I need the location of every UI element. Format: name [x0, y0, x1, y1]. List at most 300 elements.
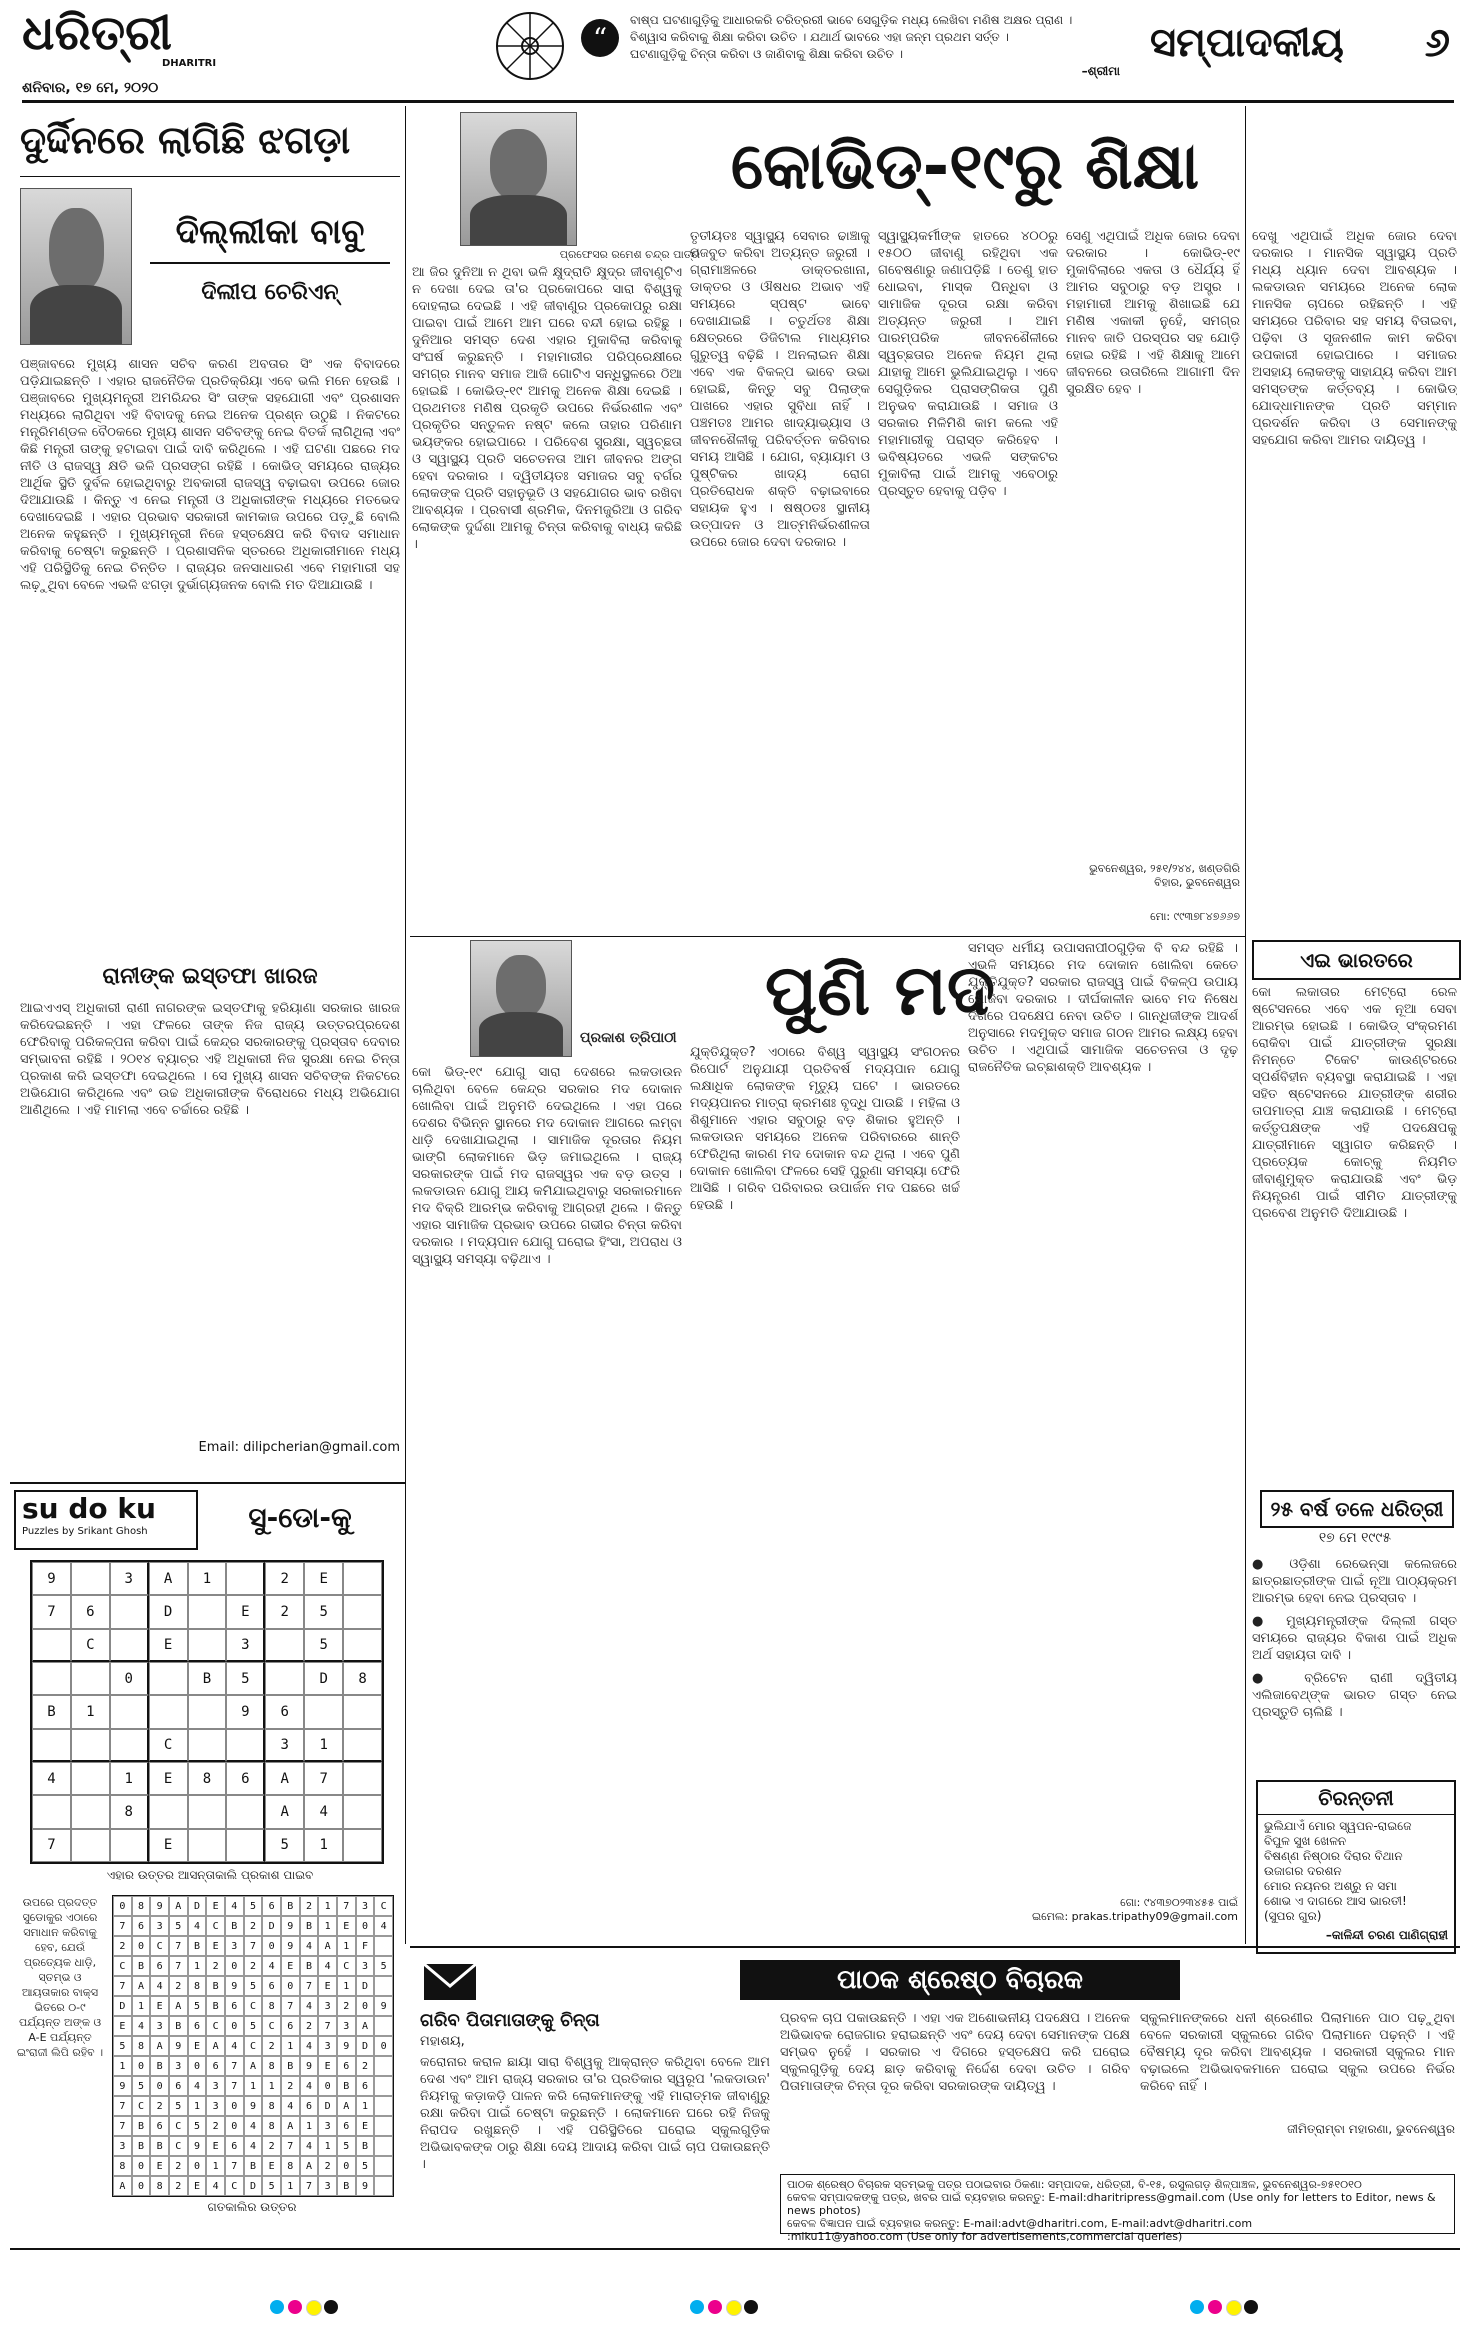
second-sign-addr: ଗୋ: ୯୪୩୭୦୨୩୪୫୫ ପାଇଁ [1120, 1896, 1238, 1909]
author-photo-ramesh [460, 112, 577, 246]
answer-cell: 8 [188, 1976, 207, 1996]
answer-cell: 4 [300, 1936, 319, 1956]
answer-cell: 0 [132, 1936, 151, 1956]
reg-magenta-3 [1208, 2300, 1222, 2314]
answer-cell: 2 [206, 1956, 225, 1976]
answer-cell: B [225, 1916, 244, 1936]
sudoku-cell[interactable]: A [149, 1562, 188, 1595]
answer-cell: 6 [206, 2056, 225, 2076]
answer-cell: C [262, 2016, 281, 2036]
answer-cell: 9 [337, 2036, 356, 2056]
answer-cell: 7 [300, 2176, 319, 2196]
sudoku-cell[interactable] [265, 1662, 304, 1695]
sudoku-cell[interactable]: 7 [304, 1762, 343, 1795]
sudoku-cell[interactable] [265, 1629, 304, 1662]
sudoku-cell[interactable] [149, 1695, 188, 1728]
sudoku-cell[interactable]: E [226, 1595, 265, 1628]
answer-cell: 0 [262, 1936, 281, 1956]
sudoku-cell[interactable]: 5 [265, 1829, 304, 1862]
sudoku-cell[interactable] [71, 1729, 110, 1762]
second-headline: ପୁଣି ମଦ [764, 949, 996, 1031]
left-body: ପଞ୍ଜାବରେ ମୁଖ୍ୟ ଶାସନ ସଚିବ କରଣ ଅବତାର ସିଂ ଏକ ବିବାଦରେ ପଡ଼ିଯାଇଛନ୍ତି । ଏହାର ରାଜନୈତିକ ପ୍ରତିକ୍ରିୟା ଏବେ ଭଲି ମନେ ହେଉଛି । ପଞ୍ଜାବରେ ମୁଖ୍ୟମନ୍ତ୍ରୀ ଅମରିନ୍ଦର ସିଂ ତାଙ୍କ ସହଯୋଗୀ ଏବଂ ପ୍ରଶାସନ ମଧ୍ୟରେ ଲାଗିଥିବା ଏହି ବିବାଦକୁ ନେଇ ଅନେକ ପ୍ରଶ୍ନ ଉଠୁଛି । ନିକଟରେ ମନ୍ତ୍ରିମଣ୍ଡଳ ବୈଠକରେ ମୁଖ୍ୟ ଶାସନ ସଚିବଙ୍କୁ ନେଇ ବିତର୍କ ଲାଗିଥିଲା ଏବଂ କିଛି ମନ୍ତ୍ରୀ ତାଙ୍କୁ ହଟାଇବା ପାଇଁ ଦାବି କରିଥିଲେ । ଏହି ଘଟଣା ପଛରେ ମଦ ନୀତି ଓ ରାଜସ୍ୱ କ୍ଷତି ଭଳି ପ୍ରସଙ୍ଗ ରହିଛି । କୋଭିଡ୍ ସମୟରେ ରାଜ୍ୟର ଆର୍ଥିକ ସ୍ଥିତି ଦୁର୍ବଳ ହୋଇଥିବାରୁ ଅବକାରୀ ରାଜସ୍ୱ ବଢ଼ାଇବା ଉପରେ ଜୋର ଦିଆଯାଉଛି । କିନ୍ତୁ ଏ ନେଇ ମନ୍ତ୍ରୀ ଓ ଅଧିକାରୀଙ୍କ ମଧ୍ୟରେ ମତଭେଦ ଦେଖାଦେଇଛି । ଏହାର ପ୍ରଭାବ ସରକାରୀ କାମକାଜ ଉପରେ ପଡ଼ୁଛି ବୋଲି ଅନେକ କହୁଛନ୍ତି । ମୁଖ୍ୟମନ୍ତ୍ରୀ ନିଜେ ହସ୍ତକ୍ଷେପ କରି ବିବାଦ ସମାଧାନ କରିବାକୁ ଚେଷ୍ଟା କରୁଛନ୍ତି । ପ୍ରଶାସନିକ ସ୍ତରରେ ଅଧିକାରୀମାନେ ମଧ୍ୟ ଏହି ପରିସ୍ଥିତିକୁ ନେଇ ଚିନ୍ତିତ । ରାଜ୍ୟର ଜନସାଧାରଣ ଏବେ ମହାମାରୀ ସହ ଲଢ଼ୁଥିବା ବେଳେ ଏଭଳି ଝଗଡ଼ା ଦୁର୍ଭାଗ୍ୟଜନକ ବୋଲି ମତ ଦିଆଯାଉଛି । [20, 357, 400, 593]
sudoku-cell[interactable]: 6 [226, 1762, 265, 1795]
sudoku-cell[interactable] [71, 1762, 110, 1795]
column-name-rule [150, 262, 390, 264]
sudoku-brand-text: su do ku [22, 1492, 156, 1525]
answer-cell: A [300, 2156, 319, 2176]
answer-cell: B [188, 1936, 207, 1956]
sudoku-cell[interactable]: 3 [226, 1629, 265, 1662]
masthead-quote [630, 12, 1120, 80]
answer-cell: C [244, 2036, 263, 2056]
reg-cyan-2 [690, 2300, 704, 2314]
sudoku-cell[interactable]: B [32, 1695, 71, 1728]
author-photo-dilip [20, 188, 132, 345]
answer-cell: 9 [150, 1896, 169, 1916]
answer-cell: 4 [244, 2136, 263, 2156]
letters-top-rule [410, 1946, 1460, 1948]
sudoku-cell[interactable]: 6 [71, 1595, 110, 1628]
sudoku-cell[interactable]: 8 [188, 1762, 227, 1795]
sudoku-cell[interactable]: 1 [71, 1695, 110, 1728]
answer-cell: A [244, 2056, 263, 2076]
main-headline: କୋଭିଡ୍-୧୯ରୁ ଶିକ୍ଷା [730, 130, 1200, 204]
sudoku-cell[interactable] [226, 1729, 265, 1762]
answer-cell [374, 1976, 393, 1996]
left-email: Email: dilipcherian@gmail.com [198, 1440, 400, 1455]
reg-black-1 [324, 2300, 338, 2314]
answer-cell: 3 [318, 2036, 337, 2056]
answer-cell: 0 [225, 2096, 244, 2116]
divider-right [1245, 106, 1246, 1944]
sudoku-cell[interactable]: 1 [188, 1562, 227, 1595]
sudoku-cell[interactable] [32, 1795, 71, 1828]
masthead-logo-sub: DHARITRI [162, 58, 217, 69]
sudoku-cell[interactable]: C [71, 1629, 110, 1662]
sudoku-cell[interactable]: 9 [32, 1562, 71, 1595]
sudoku-cell[interactable] [71, 1795, 110, 1828]
sudoku-cell[interactable] [71, 1662, 110, 1695]
poem-line: ଉଜାଗର ଦରଶନ [1264, 1864, 1342, 1878]
sudoku-cell[interactable] [304, 1695, 343, 1728]
answer-cell: 9 [225, 1976, 244, 1996]
answer-cell: 3 [150, 2016, 169, 2036]
contact-line4: :miku11@yahoo.com (Use only for advertisements,commercial queries) [787, 2230, 1183, 2243]
answer-cell: 4 [262, 1956, 281, 1976]
answer-cell: 2 [281, 2076, 300, 2096]
poem-line: (ସୁପର ଗୁର) [1264, 1909, 1322, 1923]
answer-cell: 6 [150, 1956, 169, 1976]
author-photo-prakash [470, 940, 572, 1057]
reg-yellow-3 [1226, 2300, 1242, 2316]
answer-cell: E [356, 2116, 375, 2136]
sudoku-cell[interactable] [110, 1695, 149, 1728]
answer-cell: B [132, 2116, 151, 2136]
answer-cell: 0 [225, 2016, 244, 2036]
answer-cell: 2 [169, 1976, 188, 1996]
answer-cell: 6 [262, 1976, 281, 1996]
answer-cell: E [318, 1976, 337, 1996]
sudoku-cell[interactable] [343, 1562, 382, 1595]
sudoku-cell[interactable] [32, 1629, 71, 1662]
sudoku-cell[interactable] [188, 1829, 227, 1862]
answer-cell: B [281, 2056, 300, 2076]
sudoku-cell[interactable] [343, 1595, 382, 1628]
answer-cell: 3 [206, 2076, 225, 2096]
sudoku-cell[interactable]: A [265, 1795, 304, 1828]
sudoku-cell[interactable]: 4 [304, 1795, 343, 1828]
sudoku-cell[interactable]: 6 [265, 1695, 304, 1728]
answer-cell: 0 [356, 1916, 375, 1936]
sudoku-cell[interactable]: 8 [343, 1662, 382, 1695]
answer-cell: 7 [337, 1896, 356, 1916]
reg-yellow-2 [726, 2300, 742, 2316]
sudoku-cell[interactable] [110, 1829, 149, 1862]
sudoku-cell[interactable] [188, 1795, 227, 1828]
sudoku-cell[interactable]: 5 [304, 1629, 343, 1662]
sudoku-cell[interactable]: 2 [265, 1562, 304, 1595]
sudoku-cell[interactable] [32, 1729, 71, 1762]
answer-cell: C [337, 1956, 356, 1976]
answer-cell: 5 [244, 1896, 263, 1916]
answer-cell: E [113, 2016, 132, 2036]
answer-cell: 8 [262, 2116, 281, 2136]
answer-cell: E [150, 1996, 169, 2016]
sudoku-cell[interactable] [110, 1629, 149, 1662]
quote-mark-icon [580, 18, 620, 58]
answer-cell: 2 [262, 2136, 281, 2156]
answer-cell: 2 [150, 2096, 169, 2116]
sudoku-cell[interactable] [149, 1662, 188, 1695]
letter-body-2: ପ୍ରବଳ ଚାପ ପକାଉଛନ୍ତି । ଏହା ଏକ ଅଶୋଭନୀୟ ପଦକ୍ଷେପ । ଅନେକ ଅଭିଭାବକ ରୋଜଗାର ହରାଇଛନ୍ତି ଏବଂ ଦେୟ ଦେବା ସେମାନଙ୍କ ପକ୍ଷେ ସମ୍ଭବ ନୁହେଁ । ସରକାର ଏ ଦିଗରେ ହସ୍ତକ୍ଷେପ କରି ଘରୋଇ ସ୍କୁଲଗୁଡ଼ିକୁ ଦେୟ ଛାଡ଼ କରିବାକୁ ନିର୍ଦ୍ଦେଶ ଦେବା ଉଚିତ । ଗରିବ ପିତାମାତାଙ୍କ ଚିନ୍ତା ଦୂର କରିବା ସରକାରଙ୍କ ଦାୟିତ୍ୱ । [780, 2011, 1130, 2094]
answer-cell: 7 [300, 1976, 319, 1996]
sudoku-cell[interactable]: B [188, 1662, 227, 1695]
sudoku-cell[interactable]: 7 [32, 1829, 71, 1862]
answer-cell: 5 [356, 2156, 375, 2176]
answer-cell: 7 [225, 2156, 244, 2176]
answer-cell [374, 2176, 393, 2196]
sudoku-instructions: ଉପରେ ପ୍ରଦତ୍ତ ସୁଡୋକୁର ଏଠାରେ ସମାଧାନ କରିବାକୁ ହେବ, ଯେଉଁ ପ୍ରତ୍ୟେକ ଧାଡ଼ି, ସ୍ତମ୍ଭ ଓ ଆୟତାକାର ବାକ୍ସ ଭିତରେ ୦-୯ ପର୍ଯ୍ୟନ୍ତ ଅଙ୍କ ଓ A-E ପର୍ଯ୍ୟନ୍ତ ଇଂରାଜୀ ଲିପି ରହିବ । [16, 1896, 104, 2059]
answer-cell: A [169, 1996, 188, 2016]
answer-cell [374, 2136, 393, 2156]
answer-cell: 0 [225, 2116, 244, 2136]
answer-cell: 8 [113, 2156, 132, 2176]
sudoku-cell[interactable]: A [265, 1762, 304, 1795]
sudoku-cell[interactable] [188, 1695, 227, 1728]
sudoku-cell[interactable] [188, 1629, 227, 1662]
sudoku-cell[interactable] [343, 1729, 382, 1762]
photo-body [479, 1012, 563, 1056]
answer-cell [374, 2096, 393, 2116]
answer-cell: 5 [169, 1916, 188, 1936]
sudoku-cell[interactable] [226, 1562, 265, 1595]
answer-cell: B [244, 2156, 263, 2176]
sudoku-answer-grid [112, 1895, 394, 2197]
sudoku-cell[interactable]: 0 [110, 1662, 149, 1695]
sudoku-cell[interactable]: 5 [304, 1595, 343, 1628]
second-body-2: ଯୁକ୍ତିଯୁକ୍ତ? ଏଠାରେ ବିଶ୍ୱ ସ୍ୱାସ୍ଥ୍ୟ ସଂଗଠନର ରିପୋର୍ଟ ଅନୁଯାୟୀ ପ୍ରତିବର୍ଷ ମଦ୍ୟପାନ ଯୋଗୁ ଲକ୍ଷାଧିକ ଲୋକଙ୍କ ମୃତ୍ୟୁ ଘଟେ । ଭାରତରେ ମଦ୍ୟପାନର ମାତ୍ରା କ୍ରମଶଃ ବୃଦ୍ଧି ପାଉଛି । ମହିଳା ଓ ଶିଶୁମାନେ ଏହାର ସବୁଠାରୁ ବଡ଼ ଶିକାର ହୁଅନ୍ତି । ଲକଡାଉନ ସମୟରେ ଅନେକ ପରିବାରରେ ଶାନ୍ତି ଫେରିଥିଲା କାରଣ ମଦ ଦୋକାନ ବନ୍ଦ ଥିଲା । ଏବେ ପୁଣି ଦୋକାନ ଖୋଲିବା ଫଳରେ ସେହି ପୁରୁଣା ସମସ୍ୟା ଫେରି ଆସିଛି । ଗରିବ ପରିବାରର ଉପାର୍ଜନ ମଦ ପଛରେ ଖର୍ଚ୍ଚ ହେଉଛି । [690, 1045, 960, 1213]
page-number: ୬ [1424, 20, 1450, 66]
sudoku-cell[interactable] [343, 1829, 382, 1862]
answer-cell: D [356, 2036, 375, 2056]
answer-cell: 0 [113, 1896, 132, 1916]
answer-cell: A [337, 2096, 356, 2116]
answer-cell: C [206, 2016, 225, 2036]
answer-cell: 6 [300, 2096, 319, 2116]
sudoku-cell[interactable] [226, 1795, 265, 1828]
answer-cell: 7 [225, 2076, 244, 2096]
answer-cell: 8 [150, 2176, 169, 2196]
sudoku-cell[interactable]: D [304, 1662, 343, 1695]
poem-box [1256, 1780, 1456, 1954]
answer-cell: B [132, 1956, 151, 1976]
reg-magenta-2 [708, 2300, 722, 2314]
answer-cell [374, 2076, 393, 2096]
sudoku-cell[interactable]: 5 [226, 1662, 265, 1695]
answer-cell: 1 [113, 2056, 132, 2076]
answer-cell: 9 [113, 2076, 132, 2096]
answer-cell: 3 [318, 2116, 337, 2136]
anniv-date: ୧୭ ମେ ୧୯୯୫ [1318, 1530, 1392, 1546]
anniv-item: ● ବ୍ରିଟେନ ରାଣୀ ଦ୍ୱିତୀୟ ଏଲିଜାବେଥ୍‌ଙ୍କ ଭାରତ ଗସ୍ତ ନେଇ ପ୍ରସ୍ତୁତି ଚାଲିଛି । [1252, 1671, 1457, 1720]
answer-cell: 6 [169, 2076, 188, 2096]
main-author: ପ୍ରଫେସର ରମେଶ ଚନ୍ଦ୍ର ପାତ୍ର [559, 248, 700, 261]
sudoku-cell[interactable]: 1 [110, 1762, 149, 1795]
answer-cell: 0 [374, 2036, 393, 2056]
answer-cell: 1 [281, 2036, 300, 2056]
second-sign-email: ଇମେଲ: prakas.tripathy09@gmail.com [1031, 1910, 1238, 1923]
answer-cell: 0 [225, 1956, 244, 1976]
sudoku-cell[interactable]: 9 [226, 1695, 265, 1728]
answer-cell: 5 [374, 1956, 393, 1976]
sudoku-cell[interactable] [71, 1829, 110, 1862]
main-body-3: ସ୍ୱାସ୍ଥ୍ୟକର୍ମୀଙ୍କ ହାତରେ ୪୦୦ରୁ ୧୫୦୦ ଜୀବାଣୁ ରହିଥିବା ଏକ ଗବେଷଣାରୁ ଜଣାପଡ଼ିଛି । ତେଣୁ ହାତ ଧୋଇବା, ମାସ୍କ ପିନ୍ଧିବା ଓ ସାମାଜିକ ଦୂରତା ରକ୍ଷା କରିବା ଅତ୍ୟନ୍ତ ଜରୁରୀ । ଆମ ପାରମ୍ପରିକ ଜୀବନଶୈଳୀରେ ସ୍ୱଚ୍ଛତାର ଅନେକ ନିୟମ ଥିଲା ଯାହାକୁ ଆମେ ଭୁଲିଯାଇଥିଲୁ । ଏବେ ସେଗୁଡ଼ିକର ପ୍ରାସଙ୍ଗିକତା ପୁଣି ଅନୁଭବ କରାଯାଉଛି । ସମାଜ ଓ ସରକାର ମିଳିମିଶି କାମ କଲେ ଏହି ମହାମାରୀକୁ ପରାସ୍ତ କରିହେବ । ଭବିଷ୍ୟତରେ ଏଭଳି ସଙ୍କଟର ମୁକାବିଲା ପାଇଁ ଆମକୁ ଏବେଠାରୁ ପ୍ରସ୍ତୁତ ହେବାକୁ ପଡ଼ିବ । [878, 229, 1058, 499]
sudoku-cell[interactable]: 7 [32, 1595, 71, 1628]
answer-cell: B [281, 1896, 300, 1916]
sudoku-cell[interactable] [110, 1595, 149, 1628]
answer-cell: 6 [188, 2016, 207, 2036]
sudoku-cell[interactable]: E [149, 1629, 188, 1662]
anniv-list [1252, 1556, 1457, 1772]
answer-cell: 2 [113, 1936, 132, 1956]
answer-cell: F [356, 1936, 375, 1956]
sudoku-puzzle-grid[interactable] [30, 1560, 384, 1864]
answer-cell: B [300, 1956, 319, 1976]
answer-cell: 1 [337, 1976, 356, 1996]
sudoku-cell[interactable]: 3 [265, 1729, 304, 1762]
sudoku-cell[interactable] [343, 1762, 382, 1795]
answer-cell: E [281, 1956, 300, 1976]
answer-cell: A [113, 2176, 132, 2196]
answer-cell: 7 [113, 2096, 132, 2116]
answer-cell: A [169, 1896, 188, 1916]
right-box-body: କୋ ଲକାତାର ମେଟ୍ରୋ ରେଳ ଷ୍ଟେସନରେ ଏବେ ଏକ ନୂଆ ସେବା ଆରମ୍ଭ ହୋଇଛି । କୋଭିଡ୍ ସଂକ୍ରମଣ ରୋକିବା ପାଇଁ ଯାତ୍ରୀଙ୍କ ସୁରକ୍ଷା ନିମନ୍ତେ ଟିକେଟ କାଉଣ୍ଟରରେ ସ୍ପର୍ଶବିହୀନ ବ୍ୟବସ୍ଥା କରାଯାଇଛି । ଏହା ସହିତ ଷ୍ଟେସନରେ ଯାତ୍ରୀଙ୍କ ଶରୀର ତାପମାତ୍ରା ଯାଞ୍ଚ କରାଯାଉଛି । ମେଟ୍ରୋ କର୍ତ୍ତୃପକ୍ଷଙ୍କ ଏହି ପଦକ୍ଷେପକୁ ଯାତ୍ରୀମାନେ ସ୍ୱାଗତ କରିଛନ୍ତି । ପ୍ରତ୍ୟେକ କୋଚ୍‌କୁ ନିୟମିତ ଜୀବାଣୁମୁକ୍ତ କରାଯାଉଛି ଏବଂ ଭିଡ଼ ନିୟନ୍ତ୍ରଣ ପାଇଁ ସୀମିତ ଯାତ୍ରୀଙ୍କୁ ପ୍ରବେଶ ଅନୁମତି ଦିଆଯାଉଛି । [1252, 985, 1457, 1221]
anniv-item: ● ଓଡ଼ିଶା ରେଭେନ୍ସା କଲେଜରେ ଛାତ୍ରଛାତ୍ରୀଙ୍କ ପାଇଁ ନୂଆ ପାଠ୍ୟକ୍ରମ ଆରମ୍ଭ ହେବା ନେଇ ପ୍ରସ୍ତାବ । [1252, 1557, 1457, 1606]
sudoku-cell[interactable]: 8 [110, 1795, 149, 1828]
answer-cell: B [356, 2136, 375, 2156]
sudoku-cell[interactable]: E [304, 1562, 343, 1595]
answer-cell: 2 [300, 1896, 319, 1916]
divider-left [405, 106, 406, 1944]
answer-cell: 6 [132, 1916, 151, 1936]
right-box-title: ଏଇ ଭାରତରେ [1252, 940, 1461, 980]
quote-author: –ଶ୍ରୀମା [1081, 64, 1120, 78]
main-sign-phone: ମୋ: ୯୯୩୭୮୪୭୬୬୭ [1150, 910, 1240, 923]
poem-author: –କାଳିନ୍ଦୀ ଚରଣ ପାଣିଗ୍ରାହୀ [1325, 1928, 1448, 1942]
answer-cell: C [169, 2136, 188, 2156]
answer-cell: 4 [188, 2076, 207, 2096]
second-author: ପ୍ରକାଶ ତ୍ରିପାଠୀ [580, 1030, 677, 1046]
answer-cell: B [169, 2016, 188, 2036]
reg-cyan-3 [1190, 2300, 1204, 2314]
answer-cell [374, 2116, 393, 2136]
answer-cell: 5 [244, 1976, 263, 1996]
sudoku-cell[interactable] [343, 1695, 382, 1728]
main-body-1: ଆ ଜିର ଦୁନିଆ ନ ଥିବା ଭଳି କ୍ଷୁଦ୍ରାତି କ୍ଷୁଦ୍ର ଜୀବାଣୁଟିଏ ନ ଦେଖା ଦେଇ ତା'ର ପ୍ରକୋପରେ ସାରା ବିଶ୍ୱକୁ ଦୋହଲାଇ ଦେଇଛି । ଏହି ଜୀବାଣୁର ପ୍ରକୋପରୁ ରକ୍ଷା ପାଇବା ପାଇଁ ଆମେ ଆମ ଘରେ ବନ୍ଦୀ ହୋଇ ରହିଛୁ । ଦୁନିଆର ସମସ୍ତ ଦେଶ ଏହାର ମୁକାବିଲା କରିବାକୁ ସଂଘର୍ଷ କରୁଛନ୍ତି । ମହାମାରୀର ପରିପ୍ରେକ୍ଷୀରେ ସମଗ୍ର ମାନବ ସମାଜ ଆଜି ଗୋଟିଏ ସନ୍ଧିସ୍ଥଳରେ ଠିଆ ହୋଇଛି । କୋଭିଡ୍-୧୯ ଆମକୁ ଅନେକ ଶିକ୍ଷା ଦେଇଛି । ପ୍ରଥମତଃ ମଣିଷ ପ୍ରକୃତି ଉପରେ ନିର୍ଭରଶୀଳ ଏବଂ ପ୍ରକୃତିର ସନ୍ତୁଳନ ନଷ୍ଟ କଲେ ତାହାର ପରିଣାମ ଭୟଙ୍କର ହୋଇପାରେ । ପରିବେଶ ସୁରକ୍ଷା, ସ୍ୱଚ୍ଛତା ଓ ସ୍ୱାସ୍ଥ୍ୟ ପ୍ରତି ସଚେତନତା ଆମ ଜୀବନର ଅଙ୍ଗ ହେବା ଦରକାର । ଦ୍ୱିତୀୟତଃ ସମାଜର ସବୁ ବର୍ଗର ଲୋକଙ୍କ ପ୍ରତି ସହାନୁଭୂତି ଓ ସହଯୋଗର ଭାବ ରଖିବା ଆବଶ୍ୟକ । ପ୍ରବାସୀ ଶ୍ରମିକ, ଦିନମଜୁରିଆ ଓ ଗରିବ ଲୋକଙ୍କ ଦୁର୍ଦ୍ଦଶା ଆମକୁ ଚିନ୍ତା କରିବାକୁ ବାଧ୍ୟ କରିଛି । [412, 265, 682, 552]
answer-cell: B [337, 2176, 356, 2196]
answer-cell: 3 [318, 1996, 337, 2016]
sudoku-cell[interactable]: E [149, 1829, 188, 1862]
answer-cell: D [113, 1996, 132, 2016]
answer-cell: 4 [281, 2096, 300, 2116]
sudoku-cell[interactable]: 1 [304, 1729, 343, 1762]
sudoku-cell[interactable] [343, 1795, 382, 1828]
answer-cell: 9 [169, 2036, 188, 2056]
right-editorial-tail: ଦେଖୁ ଏଥିପାଇଁ ଅଧିକ ଜୋର ଦେବା ଦରକାର । ମାନସିକ ସ୍ୱାସ୍ଥ୍ୟ ପ୍ରତି ମଧ୍ୟ ଧ୍ୟାନ ଦେବା ଆବଶ୍ୟକ । ଲକଡାଉନ ସମୟରେ ଅନେକ ଲୋକ ମାନସିକ ଚାପରେ ରହିଛନ୍ତି । ଏହି ସମୟରେ ପରିବାର ସହ ସମୟ ବିତାଇବା, ପଢ଼ିବା ଓ ସୃଜନଶୀଳ କାମ କରିବା ଉପକାରୀ ହୋଇପାରେ । ସମାଜର ଅସହାୟ ଲୋକଙ୍କୁ ସାହାଯ୍ୟ କରିବା ଆମ ସମସ୍ତଙ୍କ କର୍ତ୍ତବ୍ୟ । କୋଭିଡ୍ ଯୋଦ୍ଧାମାନଙ୍କ ପ୍ରତି ସମ୍ମାନ ପ୍ରଦର୍ଶନ କରିବା ଓ ସେମାନଙ୍କୁ ସହଯୋଗ କରିବା ଆମର ଦାୟିତ୍ୱ । [1252, 229, 1457, 448]
poem-line: ବିଷଣ୍ଣ ନିଷ୍ଠାର ଦିରାର ବିଥାନ [1264, 1849, 1403, 1863]
answer-cell: A [206, 2036, 225, 2056]
page-bottom-rule [10, 2248, 1460, 2250]
letter-body-3: ସ୍କୁଲମାନଙ୍କରେ ଧନୀ ଶ୍ରେଣୀର ପିଲାମାନେ ପାଠ ପଢ଼ୁଥିବା ବେଳେ ସରକାରୀ ସ୍କୁଲରେ ଗରିବ ପିଲାମାନେ ପଢ଼ନ୍ତି । ଏହି ବୈଷମ୍ୟ ଦୂର କରିବା ଆବଶ୍ୟକ । ସରକାରୀ ସ୍କୁଲର ମାନ ବଢ଼ାଇଲେ ଅଭିଭାବକମାନେ ଘରୋଇ ସ୍କୁଲ ଉପରେ ନିର୍ଭର କରିବେ ନାହିଁ । [1140, 2011, 1455, 2094]
sudoku-cell[interactable]: C [149, 1729, 188, 1762]
quote-line-2: ବିଶ୍ୱାସ କରିବାକୁ ଶିକ୍ଷା କରିବା ଉଚିତ । ଯଥାର୍ଥ ଭାବରେ ଏହା ଜନ୍ମ ପ୍ରଥମ ସର୍ତ୍ତ । [630, 30, 1009, 44]
answer-cell: E [150, 2156, 169, 2176]
sudoku-cell[interactable]: 2 [265, 1595, 304, 1628]
answer-cell: 9 [374, 1996, 393, 2016]
main-body-4: ସେଣୁ ଏଥିପାଇଁ ଅଧିକ ଜୋର ଦେବା ଦରକାର । କୋଭିଡ୍-୧୯ ମୁକାବିଲାରେ ଏକତା ଓ ଧୈର୍ଯ୍ୟ ହିଁ ଆମର ସବୁଠାରୁ ବଡ଼ ଅସ୍ତ୍ର । ମହାମାରୀ ଆମକୁ ଶିଖାଇଛି ଯେ ମଣିଷ ଏକାକୀ ନୁହେଁ, ସମଗ୍ର ମାନବ ଜାତି ପରସ୍ପର ସହ ଯୋଡ଼ି ହୋଇ ରହିଛି । ଏହି ଶିକ୍ଷାକୁ ଆମେ ଜୀବନରେ ଉତାରିଲେ ଆଗାମୀ ଦିନ ସୁରକ୍ଷିତ ହେବ । [1066, 229, 1240, 397]
sudoku-note: ଏହାର ଉତ୍ତର ଆସନ୍ତାକାଲି ପ୍ରକାଶ ପାଇବ [106, 1868, 314, 1882]
second-body-3: ସମସ୍ତ ଧର୍ମୀୟ ଉପାସନାପୀଠଗୁଡ଼ିକ ବି ବନ୍ଦ ରହିଛି । ଏଭଳି ସମୟରେ ମଦ ଦୋକାନ ଖୋଲିବା କେତେ ଯୁକ୍ତିଯୁକ୍ତ? ସରକାର ରାଜସ୍ୱ ପାଇଁ ବିକଳ୍ପ ଉପାୟ ଖୋଜିବା ଦରକାର । ଦୀର୍ଘକାଳୀନ ଭାବେ ମଦ ନିଷେଧ ଦିଗରେ ପଦକ୍ଷେପ ନେବା ଉଚିତ । ଗାନ୍ଧିଜୀଙ୍କ ଆଦର୍ଶ ଅନୁସାରେ ମଦମୁକ୍ତ ସମାଜ ଗଠନ ଆମର ଲକ୍ଷ୍ୟ ହେବା ଉଚିତ । ଏଥିପାଇଁ ସାମାଜିକ ସଚେତନତା ଓ ଦୃଢ଼ ରାଜନୈତିକ ଇଚ୍ଛାଶକ୍ତି ଆବଶ୍ୟକ । [968, 941, 1238, 1075]
answer-cell: 5 [262, 2176, 281, 2196]
sudoku-cell[interactable]: D [149, 1595, 188, 1628]
answer-cell: 5 [113, 2036, 132, 2056]
answer-cell: 0 [132, 2156, 151, 2176]
sudoku-cell[interactable] [149, 1795, 188, 1828]
sudoku-cell[interactable] [71, 1562, 110, 1595]
answer-cell [374, 1936, 393, 1956]
letters-contact [780, 2174, 1455, 2243]
answer-cell: 9 [300, 2056, 319, 2076]
photo-body [470, 195, 567, 245]
second-sign [968, 1896, 1238, 1924]
answer-cell: 6 [281, 2016, 300, 2036]
sudoku-cell[interactable] [226, 1829, 265, 1862]
answer-cell: 2 [337, 1996, 356, 2016]
answer-cell: E [188, 2176, 207, 2196]
sudoku-cell[interactable]: E [149, 1762, 188, 1795]
answer-cell: B [132, 2136, 151, 2156]
main-body-2: ତୃତୀୟତଃ ସ୍ୱାସ୍ଥ୍ୟ ସେବାର ଢାଞ୍ଚାକୁ ମଜବୁତ କରିବା ଅତ୍ୟନ୍ତ ଜରୁରୀ । ଗ୍ରାମାଞ୍ଚଳରେ ଡାକ୍ତରଖାନା, ଡାକ୍ତର ଓ ଔଷଧର ଅଭାବ ଏହି ସମୟରେ ସ୍ପଷ୍ଟ ଭାବେ ଦେଖାଯାଇଛି । ଚତୁର୍ଥତଃ ଶିକ୍ଷା କ୍ଷେତ୍ରରେ ଡିଜିଟାଲ ମାଧ୍ୟମର ଗୁରୁତ୍ୱ ବଢ଼ିଛି । ଅନଲାଇନ ଶିକ୍ଷା ଏବେ ଏକ ବିକଳ୍ପ ଭାବେ ଉଭା ହୋଇଛି, କିନ୍ତୁ ସବୁ ପିଲାଙ୍କ ପାଖରେ ଏହାର ସୁବିଧା ନାହିଁ । ପଞ୍ଚମତଃ ଆମର ଖାଦ୍ୟାଭ୍ୟାସ ଓ ଜୀବନଶୈଳୀକୁ ପରିବର୍ତ୍ତନ କରିବାର ସମୟ ଆସିଛି । ଯୋଗ, ବ୍ୟାୟାମ ଓ ପୁଷ୍ଟିକର ଖାଦ୍ୟ ରୋଗ ପ୍ରତିରୋଧକ ଶକ୍ତି ବଢ଼ାଇବାରେ ସହାୟକ ହୁଏ । ଷଷ୍ଠତଃ ସ୍ଥାନୀୟ ଉତ୍ପାଦନ ଓ ଆତ୍ମନିର୍ଭରଶୀଳତା ଉପରେ ଜୋର ଦେବା ଦରକାର । [690, 229, 870, 550]
poem-line: ଭୁଲିଯାଏଁ ମୋର ସ୍ୱପନ-ରାଇଜେ [1264, 1819, 1412, 1833]
sudoku-cell[interactable] [32, 1662, 71, 1695]
answer-cell [374, 2056, 393, 2076]
answer-cell: D [244, 2176, 263, 2196]
sudoku-cell[interactable] [188, 1729, 227, 1762]
answer-cell: A [281, 2116, 300, 2136]
poem-line: ମୋର ନୟନର ଅଶ୍ରୁ ନ ସମା [1264, 1879, 1397, 1893]
answer-cell: 0 [132, 2176, 151, 2196]
answer-cell: 3 [318, 2176, 337, 2196]
answer-cell: 4 [244, 2116, 263, 2136]
masthead-logo [22, 5, 252, 70]
main-bottom-rule [410, 936, 1245, 937]
answer-cell: 4 [374, 1916, 393, 1936]
answer-cell: D [318, 2096, 337, 2116]
sudoku-cell[interactable]: 4 [32, 1762, 71, 1795]
answer-cell: 4 [206, 2176, 225, 2196]
sudoku-cell[interactable] [343, 1629, 382, 1662]
answer-cell: D [188, 1896, 207, 1916]
letter-signer: ଜୀମିତ୍ରାମ୍ବା ମହାରଣା, ଭୁବନେଶ୍ୱର [1287, 2122, 1455, 2136]
answer-cell: 5 [188, 2116, 207, 2136]
quote-line-1: ବାଷ୍ପ ଘଟଣାଗୁଡ଼ିକୁ ଆଧାରକରି ଚରିତ୍ରରୀ ଭାବେ ସେଗୁଡ଼ିକ ମଧ୍ୟ ଲେଖିବା ମଣିଷ ଅକ୍ଷର ପ୍ରାଣ । [630, 13, 1073, 27]
answer-cell: 9 [244, 2096, 263, 2116]
registration-marks [0, 2300, 1476, 2330]
answer-cell: 3 [356, 1896, 375, 1916]
answer-cell: 7 [318, 2016, 337, 2036]
quote-line-3: ଘଟଣାଗୁଡ଼ିକୁ ଚିନ୍ତା କରିବା ଓ ଜାଣିବାକୁ ଶିକ୍ଷା କରିବା ଉଚିତ । [630, 47, 904, 61]
answer-cell: 7 [244, 1936, 263, 1956]
sudoku-brand [14, 1490, 198, 1550]
answer-cell: 9 [281, 1936, 300, 1956]
answer-cell: A [318, 1936, 337, 1956]
answer-cell: 7 [225, 2056, 244, 2076]
left-sub-headline: ରାନୀଙ୍କ ଇସ୍ତଫା ଖାରଜ [102, 964, 318, 989]
sudoku-cell[interactable]: 1 [304, 1829, 343, 1862]
answer-cell: 4 [318, 1956, 337, 1976]
answer-cell: 7 [169, 1956, 188, 1976]
answer-cell: C [374, 1896, 393, 1916]
answer-cell: 0 [150, 2076, 169, 2096]
answer-cell: 8 [262, 2056, 281, 2076]
answer-cell: 1 [244, 2076, 263, 2096]
answer-cell: 4 [300, 1996, 319, 2016]
answer-cell: E [318, 2056, 337, 2076]
answer-cell: 4 [225, 1896, 244, 1916]
letter-salutation: ମହାଶୟ, [420, 2034, 465, 2049]
answer-cell: 0 [188, 2156, 207, 2176]
answer-cell: 0 [337, 2156, 356, 2176]
answer-cell: B [206, 1976, 225, 1996]
answer-cell: 3 [225, 1936, 244, 1956]
answer-cell: C [225, 2176, 244, 2196]
contact-odia: ପାଠକ ଶ୍ରେଷ୍ଠ ବିଚାରକ ସ୍ତମ୍ଭକୁ ପତ୍ର ପଠାଇବାର ଠିକଣା: ସମ୍ପାଦକ, ଧରିତ୍ରୀ, ବି-୧୫, ରସୁଲଗଡ଼ ଶିଳ୍ପାଞ୍ଚଳ, ଭୁବନେଶ୍ୱର-୭୫୧୦୧୦ [787, 2178, 1362, 2191]
answer-cell: C [169, 2116, 188, 2136]
answer-cell: B [337, 2076, 356, 2096]
answer-cell: B [150, 2136, 169, 2156]
answer-cell: A [150, 2036, 169, 2056]
masthead-date: ଶନିବାର, ୧୭ ମେ, ୨୦୨୦ [22, 80, 159, 96]
sudoku-cell[interactable] [188, 1595, 227, 1628]
answer-cell: 1 [132, 1996, 151, 2016]
answer-cell: E [206, 1896, 225, 1916]
poem-lines [1258, 1815, 1454, 1928]
sudoku-cell[interactable] [110, 1729, 149, 1762]
sudoku-cell[interactable]: 3 [110, 1562, 149, 1595]
left-author: ଦିଲୀପ ଚେରିଏନ୍ [201, 280, 339, 305]
answer-cell: 0 [188, 2056, 207, 2076]
answer-cell: 6 [150, 2116, 169, 2136]
